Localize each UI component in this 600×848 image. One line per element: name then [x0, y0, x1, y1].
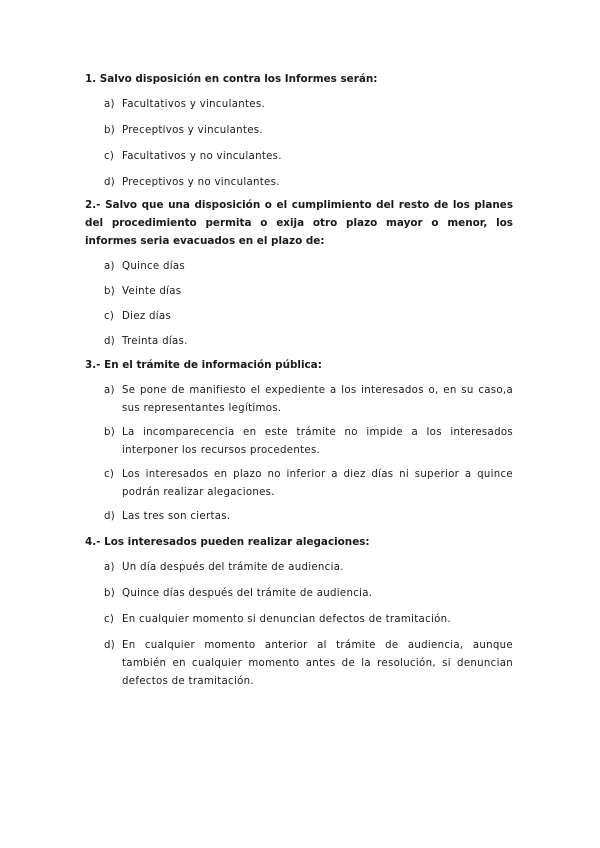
option-text: En cualquier momento si denuncian defectos de tramitación.	[122, 614, 451, 625]
question-text: 3.- En el trámite de información pública:	[85, 359, 322, 371]
question-text: 1. Salvo disposición en contra los Informes serán:	[85, 73, 378, 85]
option-letter: c)	[104, 151, 115, 162]
option-letter: c)	[104, 311, 115, 322]
option-text: La incomparecencia en este trámite no impide a los interesados interponer los recursos procedentes.	[122, 427, 513, 456]
question-2	[85, 196, 513, 351]
option-letter: b)	[104, 588, 116, 599]
option-d	[85, 637, 513, 691]
question-3	[85, 356, 513, 526]
option-c	[85, 148, 513, 166]
option-letter: a)	[104, 99, 115, 110]
option-text: Facultativos y vinculantes.	[122, 99, 266, 110]
option-letter: a)	[104, 261, 115, 272]
option-letter: c)	[104, 469, 115, 480]
option-text: Un día después del trámite de audiencia.	[122, 562, 344, 573]
option-letter: c)	[104, 614, 115, 625]
option-text: Las tres son ciertas.	[122, 511, 231, 522]
option-letter: a)	[104, 562, 115, 573]
option-letter: b)	[104, 427, 116, 438]
options-list	[85, 258, 513, 351]
option-text: Quince días después del trámite de audiencia.	[122, 588, 373, 599]
option-text: Facultativos y no vinculantes.	[122, 151, 282, 162]
option-letter: d)	[104, 336, 116, 347]
option-letter: d)	[104, 511, 116, 522]
options-list	[85, 382, 513, 526]
option-text: Se pone de manifiesto el expediente a los interesados o, en su caso,a sus representantes legítimos.	[122, 385, 513, 414]
option-a	[85, 96, 513, 114]
option-c	[85, 308, 513, 326]
option-text: Veinte días	[122, 286, 182, 297]
options-list	[85, 559, 513, 691]
option-text: Quince días	[122, 261, 186, 272]
question-text: 2.- Salvo que una disposición o el cumplimiento del resto de los planes del procedimiento permita o exija otro plazo mayor o menor, los informes seria evacuados en el plazo de:	[85, 199, 513, 247]
option-a	[85, 559, 513, 577]
option-b	[85, 424, 513, 460]
option-a	[85, 382, 513, 418]
option-b	[85, 585, 513, 603]
option-text: Diez días	[122, 311, 172, 322]
option-letter: a)	[104, 385, 115, 396]
option-text: En cualquier momento anterior al trámite de audiencia, aunque también en cualquier momento antes de la resolución, si denuncian defectos de tramitación.	[122, 640, 513, 687]
option-text: Preceptivos y no vinculantes.	[122, 177, 280, 188]
option-b	[85, 122, 513, 140]
option-text: Preceptivos y vinculantes.	[122, 125, 263, 136]
option-c	[85, 466, 513, 502]
option-letter: d)	[104, 640, 116, 651]
options-list	[85, 96, 513, 192]
option-d	[85, 508, 513, 526]
option-c	[85, 611, 513, 629]
question-1	[85, 70, 513, 192]
option-text: Treinta días.	[122, 336, 188, 347]
option-letter: b)	[104, 125, 116, 136]
option-a	[85, 258, 513, 276]
option-letter: d)	[104, 177, 116, 188]
option-letter: b)	[104, 286, 116, 297]
option-d	[85, 333, 513, 351]
option-text: Los interesados en plazo no inferior a diez días ni superior a quince podrán realizar alegaciones.	[122, 469, 513, 498]
option-d	[85, 174, 513, 192]
option-b	[85, 283, 513, 301]
question-text: 4.- Los interesados pueden realizar alegaciones:	[85, 536, 370, 548]
question-4	[85, 533, 513, 691]
